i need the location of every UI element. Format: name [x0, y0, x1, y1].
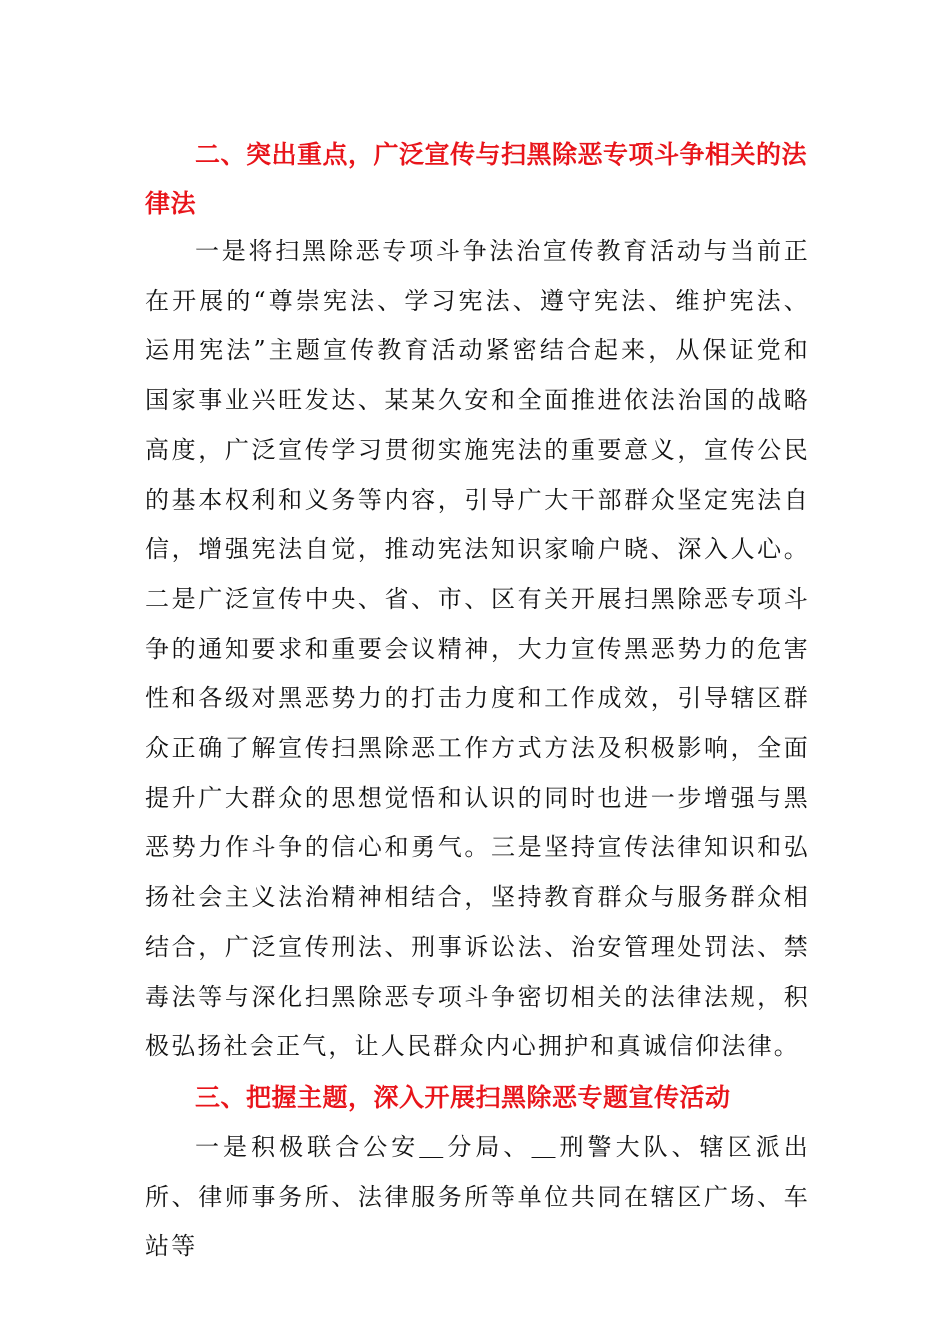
section-body-3: 一是积极联合公安＿分局、＿刑警大队、辖区派出所、律师事务所、法律服务所等单位共同在辖区广场、车站等 [145, 1133, 810, 1261]
section-heading-2: 二、突出重点，广泛宣传与扫黑除恶专项斗争相关的法律法 [145, 140, 808, 218]
section-heading-3: 三、把握主题，深入开展扫黑除恶专题宣传活动 [195, 1083, 731, 1112]
section-body-2: 一是将扫黑除恶专项斗争法治宣传教育活动与当前正在开展的“尊崇宪法、学习宪法、遵守宪法、维护宪法、运用宪法”主题宣传教育活动紧密结合起来，从保证党和国家事业兴旺发达、某某久安和全面推进依法治国的战略高度，广泛宣传学习贯彻实施宪法的重要意义，宣传公民的基本权利和义务等内容，引导广大干部群众坚定宪法自信，增强宪法自觉，推动宪法知识家喻户晓、深入人心。二是广泛宣传中央、省、市、区有关开展扫黑除恶专项斗争的通知要求和重要会议精神，大力宣传黑恶势力的危害性和各级对黑恶势力的打击力度和工作成效，引导辖区群众正确了解宣传扫黑除恶工作方式方法及积极影响，全面提升广大群众的思想觉悟和认识的同时也进一步增强与黑恶势力作斗争的信心和勇气。三是坚持宣传法律知识和弘扬社会主义法治精神相结合，坚持教育群众与服务群众相结合，广泛宣传刑法、刑事诉讼法、治安管理处罚法、禁毒法等与深化扫黑除恶专项斗争密切相关的法律法规，积极弘扬社会正气，让人民群众内心拥护和真诚信仰法律。 [145, 237, 810, 1061]
